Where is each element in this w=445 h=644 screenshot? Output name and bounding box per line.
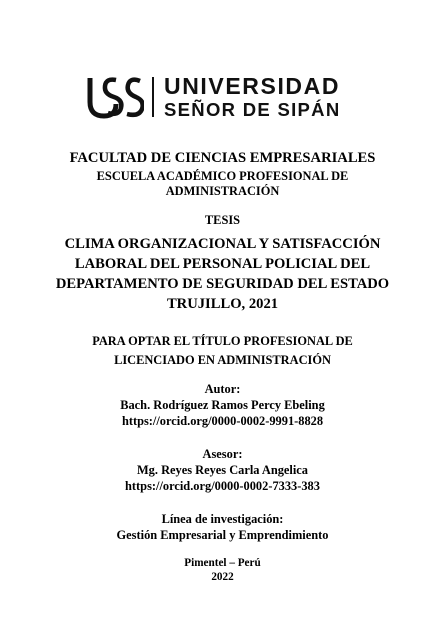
logo-line-university: UNIVERSIDAD [164,72,341,99]
advisor-label: Asesor: [202,447,243,461]
advisor-name: Mg. Reyes Reyes Carla Angelica [136,463,309,477]
degree-line-2: LICENCIADO EN ADMINISTRACIÓN [114,353,331,367]
author-orcid: https://orcid.org/0000-0002-9991-8828 [121,414,324,428]
thesis-title-line-3: DEPARTAMENTO DE SEGURIDAD DEL ESTADO [55,276,390,292]
school-line-2: ADMINISTRACIÓN [165,184,280,198]
advisor-orcid: https://orcid.org/0000-0002-7333-383 [125,479,320,493]
school-line-1: ESCUELA ACADÉMICO PROFESIONAL DE [96,169,349,183]
thesis-title-line-1: CLIMA ORGANIZACIONAL Y SATISFACCIÓN [64,236,381,252]
research-line-value: Gestión Empresarial y Emprendimiento [116,528,329,542]
uss-monogram-icon [86,72,144,122]
document-type: TESIS [204,213,241,227]
place: Pimentel – Perú [184,557,261,569]
logo-line-name: SEÑOR DE SIPÁN [164,98,341,120]
author-name: Bach. Rodríguez Ramos Percy Ebeling [120,398,325,412]
author-label: Autor: [204,382,241,396]
research-line-label: Línea de investigación: [161,512,284,526]
faculty-name: FACULTAD DE CIENCIAS EMPRESARIALES [69,150,376,166]
thesis-title-line-4: TRUJILLO, 2021 [166,296,279,312]
thesis-title-line-2: LABORAL DEL PERSONAL POLICIAL DEL [74,256,371,272]
year: 2022 [211,571,234,583]
logo-wordmark [164,72,341,120]
degree-line-1: PARA OPTAR EL TÍTULO PROFESIONAL DE [92,334,353,348]
university-logo [86,72,356,122]
logo-divider [152,77,154,117]
